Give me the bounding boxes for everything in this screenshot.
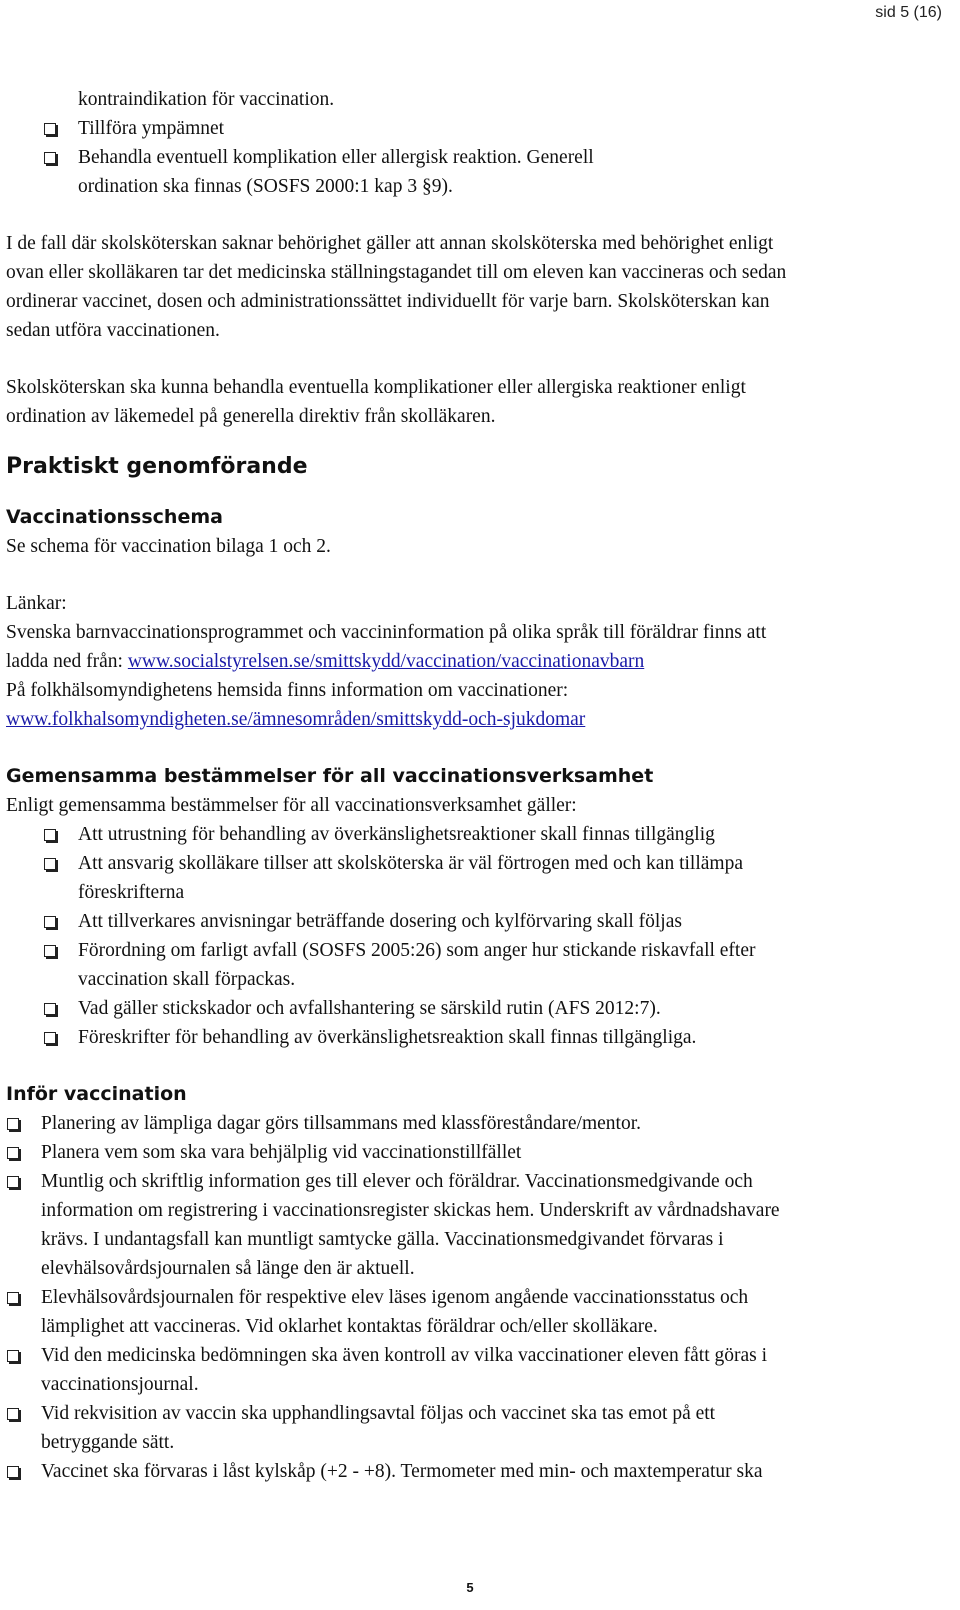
checkbox-bullet-icon: [7, 1147, 19, 1159]
checkbox-bullet-icon: [7, 1292, 19, 1304]
checkbox-bullet-icon: [44, 945, 56, 957]
text-line: Vaccinet ska förvaras i låst kylskåp (+2 - +8). Termometer med min- och maxtemperatur ska: [41, 1461, 763, 1482]
list-item: [6, 1399, 916, 1457]
common-rules-list: [6, 820, 916, 1052]
document-body: [6, 85, 916, 1486]
list-item: [6, 849, 916, 907]
text-line: elevhälsovårdsjournalen så länge den är aktuell.: [41, 1258, 415, 1279]
before-vaccination-heading: Inför vaccination: [6, 1083, 187, 1105]
text-line: Vid den medicinska bedömningen ska även kontroll av vilka vaccinationer eleven fått göras i: [41, 1345, 768, 1366]
text-line: Att utrustning för behandling av överkänslighetsreaktioner skall finnas tillgänglig: [78, 824, 715, 845]
section-title: Praktiskt genomförande: [6, 454, 308, 479]
text-line: sedan utföra vaccinationen.: [6, 320, 220, 341]
text-line: Behandla eventuell komplikation eller allergisk reaktion. Generell: [78, 147, 594, 168]
list-item: [6, 1283, 916, 1341]
links-line: [6, 647, 916, 676]
list-item: [6, 820, 916, 849]
checkbox-bullet-icon: [7, 1118, 19, 1130]
links-label: Länkar:: [6, 593, 67, 614]
text-line: krävs. I undantagsfall kan muntligt samtycke gälla. Vaccinationsmedgivandet förvaras i: [41, 1229, 724, 1250]
checkbox-bullet-icon: [44, 858, 56, 870]
text-line: Elevhälsovårdsjournalen för respektive elev läses igenom angående vaccinationsstatus och: [41, 1287, 749, 1308]
checkbox-bullet-icon: [44, 123, 56, 135]
text-line: Förordning om farligt avfall (SOSFS 2005:26) som anger hur stickande riskavfall efter: [78, 940, 756, 961]
list-item: [6, 994, 916, 1023]
list-item: [6, 1138, 916, 1167]
checkbox-bullet-icon: [44, 1032, 56, 1044]
text-line: vaccination skall förpackas.: [78, 969, 296, 990]
list-item: [6, 936, 916, 994]
list-item: [6, 143, 916, 201]
list-item: [6, 907, 916, 936]
links-prefix: ladda ned från:: [6, 651, 128, 672]
text-line: Planera vem som ska vara behjälplig vid vaccinationstillfället: [41, 1142, 522, 1163]
text-line: Vid rekvisition av vaccin ska upphandlingsavtal följas och vaccinet ska tas emot på ett: [41, 1403, 716, 1424]
continuation-line: kontraindikation för vaccination.: [78, 89, 335, 110]
checkbox-bullet-icon: [7, 1350, 19, 1362]
checkbox-bullet-icon: [44, 916, 56, 928]
list-item: [6, 1457, 916, 1486]
text-line: Att tillverkares anvisningar beträffande dosering och kylförvaring skall följas: [78, 911, 682, 932]
schema-heading: Vaccinationsschema: [6, 506, 223, 528]
paragraph-authority: [6, 229, 916, 345]
text-line: ordination av läkemedel på generella direktiv från skolläkaren.: [6, 406, 496, 427]
text-line: ordination ska finnas (SOSFS 2000:1 kap 3 §9).: [78, 176, 453, 197]
text-line: Att ansvarig skolläkare tillser att skolsköterska är väl förtrogen med och kan tillämpa: [78, 853, 743, 874]
text-line: Skolsköterskan ska kunna behandla eventuella komplikationer eller allergiska reaktioner enligt: [6, 377, 746, 398]
socialstyrelsen-link[interactable]: www.socialstyrelsen.se/smittskydd/vaccination/vaccinationavbarn: [127, 651, 645, 672]
schema-text: Se schema för vaccination bilaga 1 och 2.: [6, 536, 331, 557]
text-line: lämplighet att vaccineras. Vid oklarhet kontaktas föräldrar och/eller skolläkare.: [41, 1316, 658, 1337]
links-fhm-text: På folkhälsomyndighetens hemsida finns information om vaccinationer:: [6, 680, 569, 701]
checkbox-bullet-icon: [7, 1466, 19, 1478]
links-description: Svenska barnvaccinationsprogrammet och vaccininformation på olika språk till föräldrar finns att: [6, 622, 767, 643]
text-line: vaccinationsjournal.: [41, 1374, 199, 1395]
text-line: I de fall där skolsköterskan saknar behörighet gäller att annan skolsköterska med behörighet enligt: [6, 233, 774, 254]
text-line: Föreskrifter för behandling av överkänslighetsreaktion skall finnas tillgängliga.: [78, 1027, 697, 1048]
text-line: Tillföra ympämnet: [78, 118, 225, 139]
common-rules-heading: Gemensamma bestämmelser för all vaccinationsverksamhet: [6, 765, 654, 787]
top-bullet-list: [6, 114, 916, 201]
checkbox-bullet-icon: [44, 829, 56, 841]
checkbox-bullet-icon: [44, 152, 56, 164]
text-line: betryggande sätt.: [41, 1432, 175, 1453]
text-line: Planering av lämpliga dagar görs tillsammans med klassföreståndare/mentor.: [41, 1113, 642, 1134]
list-item: [6, 114, 916, 143]
before-vaccination-list: [6, 1109, 916, 1486]
checkbox-bullet-icon: [44, 1003, 56, 1015]
folkhalsomyndigheten-link[interactable]: www.folkhalsomyndigheten.se/ämnesområden/smittskydd-och-sjukdomar: [6, 709, 586, 730]
list-item: [6, 1023, 916, 1052]
list-item: [6, 1109, 916, 1138]
text-line: Vad gäller stickskador och avfallshantering se särskild rutin (AFS 2012:7).: [78, 998, 661, 1019]
page-number: 5: [466, 1580, 474, 1595]
text-line: ovan eller skolläkaren tar det medicinska ställningstagandet till om eleven kan vaccineras och sedan: [6, 262, 787, 283]
text-line: föreskrifterna: [78, 882, 185, 903]
list-item: [6, 1341, 916, 1399]
checkbox-bullet-icon: [7, 1408, 19, 1420]
page-indicator: sid 5 (16): [875, 4, 942, 21]
paragraph-treatment: [6, 373, 916, 431]
text-line: Muntlig och skriftlig information ges till elever och föräldrar. Vaccinationsmedgivande och: [41, 1171, 753, 1192]
text-line: information om registrering i vaccinationsregister skickas hem. Underskrift av vårdnadshavare: [41, 1200, 780, 1221]
checkbox-bullet-icon: [7, 1176, 19, 1188]
common-rules-intro: Enligt gemensamma bestämmelser för all vaccinationsverksamhet gäller:: [6, 795, 577, 816]
text-line: ordinerar vaccinet, dosen och administrationssättet individuellt för varje barn. Skolsköterskan kan: [6, 291, 770, 312]
list-item: [6, 1167, 916, 1283]
